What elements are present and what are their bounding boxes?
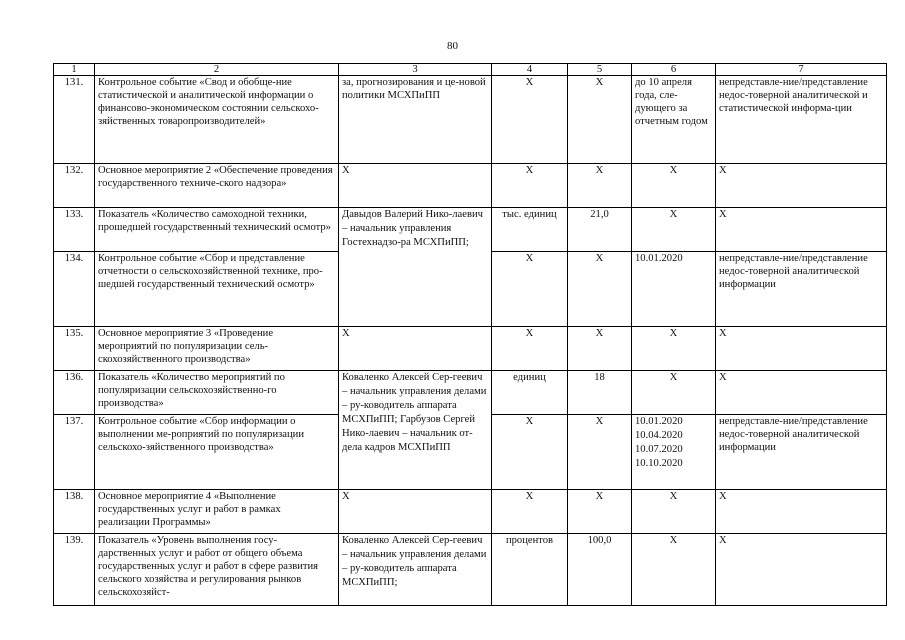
table-row	[54, 208, 887, 252]
header-cell: 3	[339, 64, 492, 76]
event-cell: Показатель «Количество мероприятий по популяризации сельскохозяйственно-го производства»	[95, 371, 339, 415]
deadline-cell: Х	[632, 164, 716, 208]
event-cell: Контрольное событие «Свод и обобще-ние статистической и аналитической информации о финансово-экономическом состоянии сельскохо-зяйственных товаропроизводителей»	[95, 76, 339, 164]
header-cell: 1	[54, 64, 95, 76]
unit-cell: Х	[492, 252, 568, 327]
responsible-cell: Х	[339, 490, 492, 534]
risk-cell: непредставле-ние/представление недос-товерной аналитической информации	[716, 252, 887, 327]
table-row	[54, 164, 887, 208]
event-cell: Показатель «Количество самоходной техники, прошедшей государственный технический осмотр»	[95, 208, 339, 252]
row-number: 133.	[54, 208, 95, 252]
header-cell: 2	[95, 64, 339, 76]
risk-cell: Х	[716, 534, 887, 606]
row-number: 136.	[54, 371, 95, 415]
risk-cell: непредставле-ние/представление недос-товерной аналитической и статистической информа-ции	[716, 76, 887, 164]
responsible-cell: за, прогнозирования и це-новой политики МСХПиПП	[339, 76, 492, 164]
responsible-cell: Коваленко Алексей Сер-геевич – начальник управления делами – ру-ководитель аппарата МСХПиПП;	[339, 534, 492, 606]
value-cell: Х	[568, 76, 632, 164]
responsible-cell: Х	[339, 327, 492, 371]
risk-cell: Х	[716, 490, 887, 534]
unit-cell: единиц	[492, 371, 568, 415]
deadline-cell: Х	[632, 327, 716, 371]
deadline-cell: 10.01.2020	[632, 252, 716, 327]
value-cell: Х	[568, 415, 632, 490]
table-row	[54, 76, 887, 164]
unit-cell: тыс. единиц	[492, 208, 568, 252]
program-table	[53, 63, 887, 606]
table-row	[54, 327, 887, 371]
row-number: 138.	[54, 490, 95, 534]
unit-cell: Х	[492, 76, 568, 164]
value-cell: Х	[568, 327, 632, 371]
value-cell: Х	[568, 164, 632, 208]
responsible-cell: Давыдов Валерий Нико-лаевич – начальник управления Гостехнадзо-ра МСХПиПП;	[339, 208, 492, 327]
header-cell: 6	[632, 64, 716, 76]
table-row	[54, 490, 887, 534]
risk-cell: Х	[716, 164, 887, 208]
event-cell: Контрольное событие «Сбор информации о выполнении ме-роприятий по популяризации сельскохо-зяйственного производства»	[95, 415, 339, 490]
unit-cell: Х	[492, 415, 568, 490]
deadline-cell: до 10 апреля года, сле-дующего за отчетным годом	[632, 76, 716, 164]
value-cell: 18	[568, 371, 632, 415]
header-cell: 7	[716, 64, 887, 76]
deadline-cell: Х	[632, 371, 716, 415]
deadline-cell: Х	[632, 490, 716, 534]
page-number: 80	[447, 40, 458, 52]
value-cell: Х	[568, 252, 632, 327]
header-row	[54, 64, 887, 76]
table-row	[54, 371, 887, 415]
table-row	[54, 534, 887, 606]
row-number: 137.	[54, 415, 95, 490]
header-cell: 4	[492, 64, 568, 76]
header-cell: 5	[568, 64, 632, 76]
row-number: 132.	[54, 164, 95, 208]
row-number: 131.	[54, 76, 95, 164]
row-number: 134.	[54, 252, 95, 327]
event-cell: Показатель «Уровень выполнения госу-дарственных услуг и работ от общего объема государственных услуг и работ в сфере развития сельского хозяйства и регулирования рынков сельскохозяйст-	[95, 534, 339, 606]
value-cell: Х	[568, 490, 632, 534]
responsible-cell: Коваленко Алексей Сер-геевич – начальник управления делами – ру-ководитель аппарата МСХПиПП; Гарбузов Сергей Нико-лаевич – начальник от-дела кадров МСХПиПП	[339, 371, 492, 490]
deadline-cell: Х	[632, 534, 716, 606]
risk-cell: Х	[716, 371, 887, 415]
row-number: 139.	[54, 534, 95, 606]
deadline-cell: Х	[632, 208, 716, 252]
responsible-cell: Х	[339, 164, 492, 208]
event-cell: Основное мероприятие 3 «Проведение мероприятий по популяризации сель-скохозяйственного производства»	[95, 327, 339, 371]
unit-cell: Х	[492, 490, 568, 534]
value-cell: 100,0	[568, 534, 632, 606]
risk-cell: Х	[716, 327, 887, 371]
event-cell: Основное мероприятие 2 «Обеспечение проведения государственного техниче-ского надзора»	[95, 164, 339, 208]
event-cell: Контрольное событие «Сбор и представление отчетности о сельскохозяйственной технике, про-шедшей государственный технический осмотр»	[95, 252, 339, 327]
value-cell: 21,0	[568, 208, 632, 252]
unit-cell: Х	[492, 327, 568, 371]
risk-cell: Х	[716, 208, 887, 252]
row-number: 135.	[54, 327, 95, 371]
risk-cell: непредставле-ние/представление недос-товерной аналитической информации	[716, 415, 887, 490]
deadline-cell: 10.01.2020 10.04.2020 10.07.2020 10.10.2020	[632, 415, 716, 490]
unit-cell: процентов	[492, 534, 568, 606]
unit-cell: Х	[492, 164, 568, 208]
event-cell: Основное мероприятие 4 «Выполнение государственных услуг и работ в рамках реализации Программы»	[95, 490, 339, 534]
